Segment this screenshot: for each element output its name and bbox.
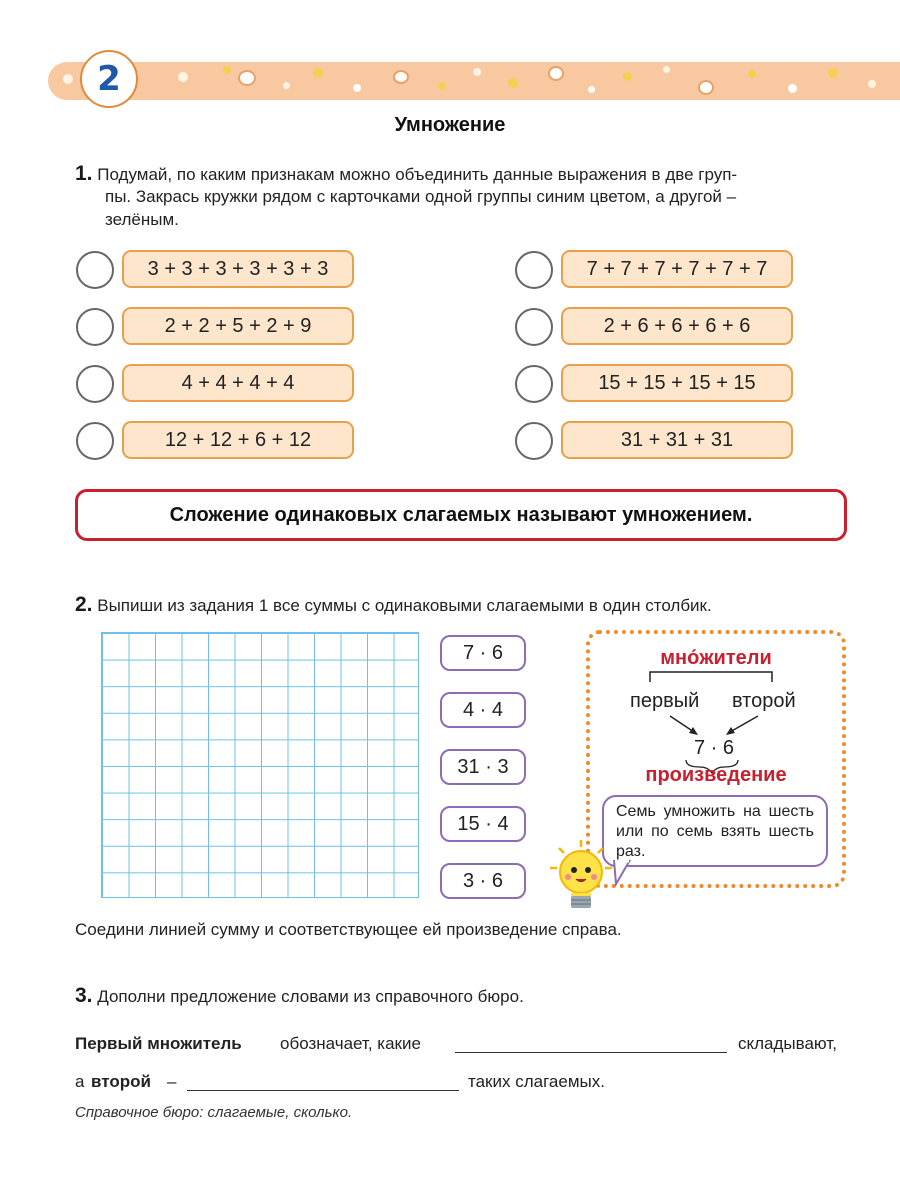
rule-box: Сложение одинаковых слагаемых называют умножением. — [75, 489, 847, 541]
page-title: Умножение — [394, 114, 506, 136]
connect-instruction: Соедини линией сумму и соответствующее ей произведение справа. — [75, 920, 622, 939]
answer-blank-1[interactable] — [455, 1052, 727, 1053]
line2-start: а — [75, 1072, 85, 1091]
second-factor-term: второй — [91, 1072, 151, 1091]
task3-number: 3. — [75, 984, 93, 1007]
color-circle[interactable] — [76, 422, 114, 460]
second-factor-label: второй — [732, 690, 796, 712]
sum-card: 4 + 4 + 4 + 4 — [122, 364, 354, 402]
color-circle[interactable] — [515, 251, 553, 289]
sum-card: 2 + 6 + 6 + 6 + 6 — [561, 307, 793, 345]
task2-instruction: Выпиши из задания 1 все суммы с одинаковыми слагаемыми в один столбик. — [97, 596, 712, 615]
product-label: произведение — [645, 764, 787, 786]
task2-number: 2. — [75, 593, 93, 616]
product-card[interactable]: 31 · 3 — [440, 749, 526, 785]
first-factor-term: Первый множитель — [75, 1034, 242, 1053]
task1-text — [75, 162, 850, 186]
sum-card: 3 + 3 + 3 + 3 + 3 + 3 — [122, 250, 354, 288]
product-card[interactable]: 3 · 6 — [440, 863, 526, 899]
page-number: 2 — [80, 50, 138, 108]
product-card[interactable]: 15 · 4 — [440, 806, 526, 842]
sum-card: 2 + 2 + 5 + 2 + 9 — [122, 307, 354, 345]
color-circle[interactable] — [76, 365, 114, 403]
sum-card: 7 + 7 + 7 + 7 + 7 + 7 — [561, 250, 793, 288]
color-circle[interactable] — [515, 365, 553, 403]
task3-instruction: Дополни предложение словами из справочного бюро. — [97, 987, 524, 1006]
color-circle[interactable] — [76, 251, 114, 289]
product-card[interactable]: 7 · 6 — [440, 635, 526, 671]
sum-card: 31 + 31 + 31 — [561, 421, 793, 459]
line1-end: складывают, — [738, 1034, 837, 1053]
header-band — [48, 62, 900, 100]
factors-label: мно́жители — [660, 647, 772, 669]
line1-text: обозначает, какие — [280, 1034, 421, 1053]
answer-blank-2[interactable] — [187, 1090, 459, 1091]
sum-card: 15 + 15 + 15 + 15 — [561, 364, 793, 402]
color-circle[interactable] — [515, 308, 553, 346]
writing-grid[interactable] — [101, 632, 419, 898]
lightbulb-icon — [546, 838, 616, 914]
task1-number: 1. — [75, 162, 93, 185]
color-circle[interactable] — [76, 308, 114, 346]
task2-text — [75, 593, 855, 617]
task1-line3: зелёным. — [105, 210, 179, 229]
bubble-tail — [612, 860, 642, 890]
product-card[interactable]: 4 · 4 — [440, 692, 526, 728]
reference-bureau: Справочное бюро: слагаемые, сколько. — [75, 1104, 353, 1121]
color-circle[interactable] — [515, 422, 553, 460]
task1-line1: Подумай, по каким признакам можно объединить данные выражения в две груп- — [97, 165, 738, 184]
line2-dash: – — [167, 1072, 177, 1091]
line2-end: таких слагаемых. — [468, 1072, 605, 1091]
speech-bubble: Семь умножить на шесть или по семь взять шесть раз. — [602, 795, 828, 867]
product-expression: 7 · 6 — [694, 737, 735, 759]
task3-text — [75, 984, 855, 1008]
sum-card: 12 + 12 + 6 + 12 — [122, 421, 354, 459]
task1-line2: пы. Закрась кружки рядом с карточками одной группы синим цветом, а другой – — [105, 187, 737, 206]
first-factor-label: первый — [630, 690, 700, 712]
